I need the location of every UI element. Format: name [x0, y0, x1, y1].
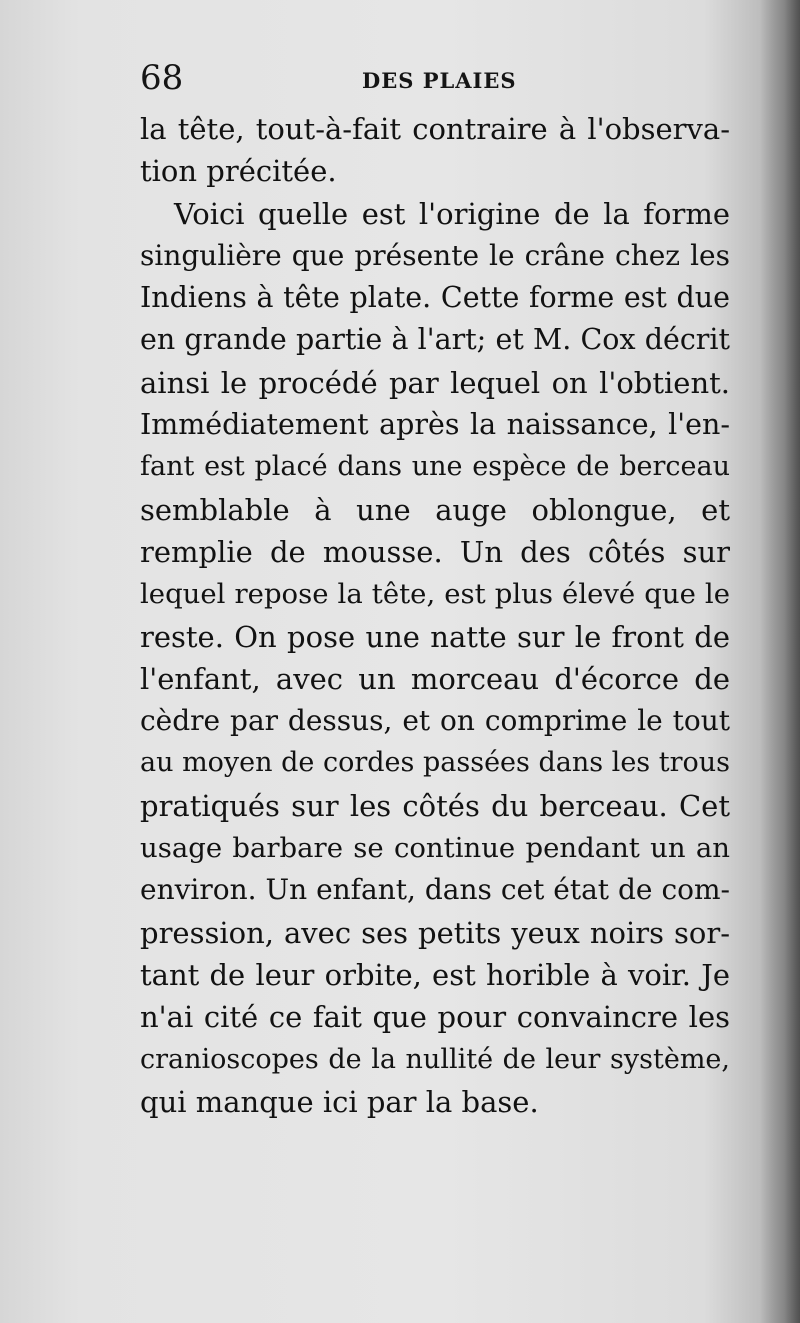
text-line: qui manque ici par la base.: [140, 1084, 539, 1119]
text-line: l'enfant, avec un morceau d'écorce de: [140, 661, 730, 696]
text-line: au moyen de cordes passées dans les trous: [140, 747, 730, 779]
text-line: environ. Un enfant, dans cet état de com-: [140, 873, 730, 907]
page-number: 68: [140, 58, 184, 98]
text-line: fant est placé dans une espèce de berceau: [140, 451, 730, 483]
text-line: reste. On pose une natte sur le front de: [140, 619, 730, 654]
text-line: Voici quelle est l'origine de la forme: [174, 196, 730, 231]
text-line: ainsi le procédé par lequel on l'obtient.: [140, 365, 730, 400]
text-line: pratiqués sur les côtés du berceau. Cet: [140, 788, 730, 823]
text-line: usage barbare se continue pendant un an: [140, 832, 730, 865]
text-line: en grande partie à l'art; et M. Cox décrit: [140, 323, 730, 357]
text-line: cèdre par dessus, et on comprime le tout: [140, 704, 730, 738]
text-line: singulière que présente le crâne chez les: [140, 238, 730, 272]
text-line: pression, avec ses petits yeux noirs sor-: [140, 915, 730, 950]
body-text: [140, 108, 730, 1123]
text-line: semblable à une auge oblongue, et: [140, 492, 730, 527]
text-line: Immédiatement après la naissance, l'en-: [140, 408, 730, 442]
running-title: DES PLAIES: [362, 68, 517, 93]
page-header: [140, 58, 730, 106]
text-line: n'ai cité ce fait que pour convaincre les: [140, 1000, 730, 1035]
text-line: la tête, tout-à-fait contraire à l'observa-: [140, 112, 730, 146]
text-line: Indiens à tête plate. Cette forme est due: [140, 281, 730, 315]
text-line: lequel repose la tête, est plus élevé que le: [140, 578, 730, 611]
page-gutter-shadow: [760, 0, 800, 1323]
text-line: remplie de mousse. Un des côtés sur: [140, 534, 730, 569]
text-line: cranioscopes de la nullité de leur système,: [140, 1043, 730, 1075]
text-line: tion précitée.: [140, 154, 337, 189]
text-line: tant de leur orbite, est horible à voir. Je: [140, 957, 730, 992]
